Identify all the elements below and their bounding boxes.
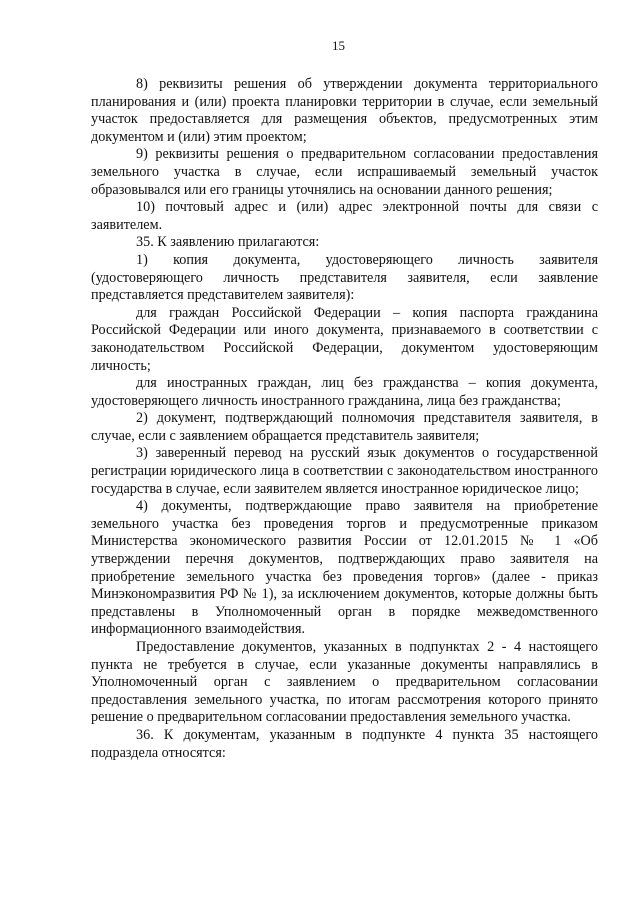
paragraph-documents-not-required: Предоставление документов, указанных в подпунктах 2 - 4 настоящего пункта не требуется в случае, если указанные документы направлялись в Уполномоченный орган с заявлением о предварительном согласовании предоставления земельного участка, по итогам рассмотрения которого принято решение о предварительном согласовании предоставления земельного участка. xyxy=(91,639,598,726)
paragraph-9-reference-decision: 9) реквизиты решения о предварительном согласовании предоставления земельного участка в случае, если испрашиваемый земельный участок образовывался или его границы уточнялись на основании данного решения; xyxy=(91,146,598,198)
section-35-heading: 35. К заявлению прилагаются: xyxy=(136,234,320,251)
item-1-citizens: для граждан Российской Федерации – копия паспорта гражданина Российской Федерации или иного документа, признаваемого в соответствии с законодательством Российской Федерации, документом удостоверяющим личность; xyxy=(91,304,598,374)
item-1-foreigners: для иностранных граждан, лиц без гражданства – копия документа, удостоверяющего личность иностранного гражданина, лица без гражданства; xyxy=(91,375,598,409)
paragraph-10-contact-address: 10) почтовый адрес и (или) адрес электронной почты для связи с заявителем. xyxy=(91,199,598,233)
item-2-authority-document: 2) документ, подтверждающий полномочия представителя заявителя, в случае, если с заявлением обращается представитель заявителя; xyxy=(91,410,598,444)
item-1-identity-document: 1) копия документа, удостоверяющего личность заявителя (удостоверяющего личность представителя заявителя, если заявление представляется представителем заявителя): xyxy=(91,251,598,304)
page-number: 15 xyxy=(332,38,345,53)
item-4-right-documents: 4) документы, подтверждающие право заявителя на приобретение земельного участка без проведения торгов и предусмотренные приказом Министерства экономического развития России от 12.01.2015 № 1 «Об утверждении перечня документов, подтверждающих право заявителя на приобретение земельного участка без проведения торгов» (далее - приказ Минэкономразвития РФ № 1), за исключением документов, которые должны быть представлены в Уполномоченный орган в порядке межведомственного информационного взаимодействия. xyxy=(91,498,598,638)
paragraph-8-reference-planning: 8) реквизиты решения об утверждении документа территориального планирования и (или) проекта планировки территории в случае, если земельный участок предоставляется для размещения объектов, предусмотренных этим документом и (или) этим проектом; xyxy=(91,76,598,145)
section-36-heading: 36. К документам, указанным в подпункте 4 пункта 35 настоящего подраздела относятся: xyxy=(91,726,598,761)
document-body xyxy=(91,76,598,762)
item-3-translation: 3) заверенный перевод на русский язык документов о государственной регистрации юридического лица в соответствии с законодательством иностранного государства в случае, если заявителем является иностранное юридическое лицо; xyxy=(91,445,598,497)
